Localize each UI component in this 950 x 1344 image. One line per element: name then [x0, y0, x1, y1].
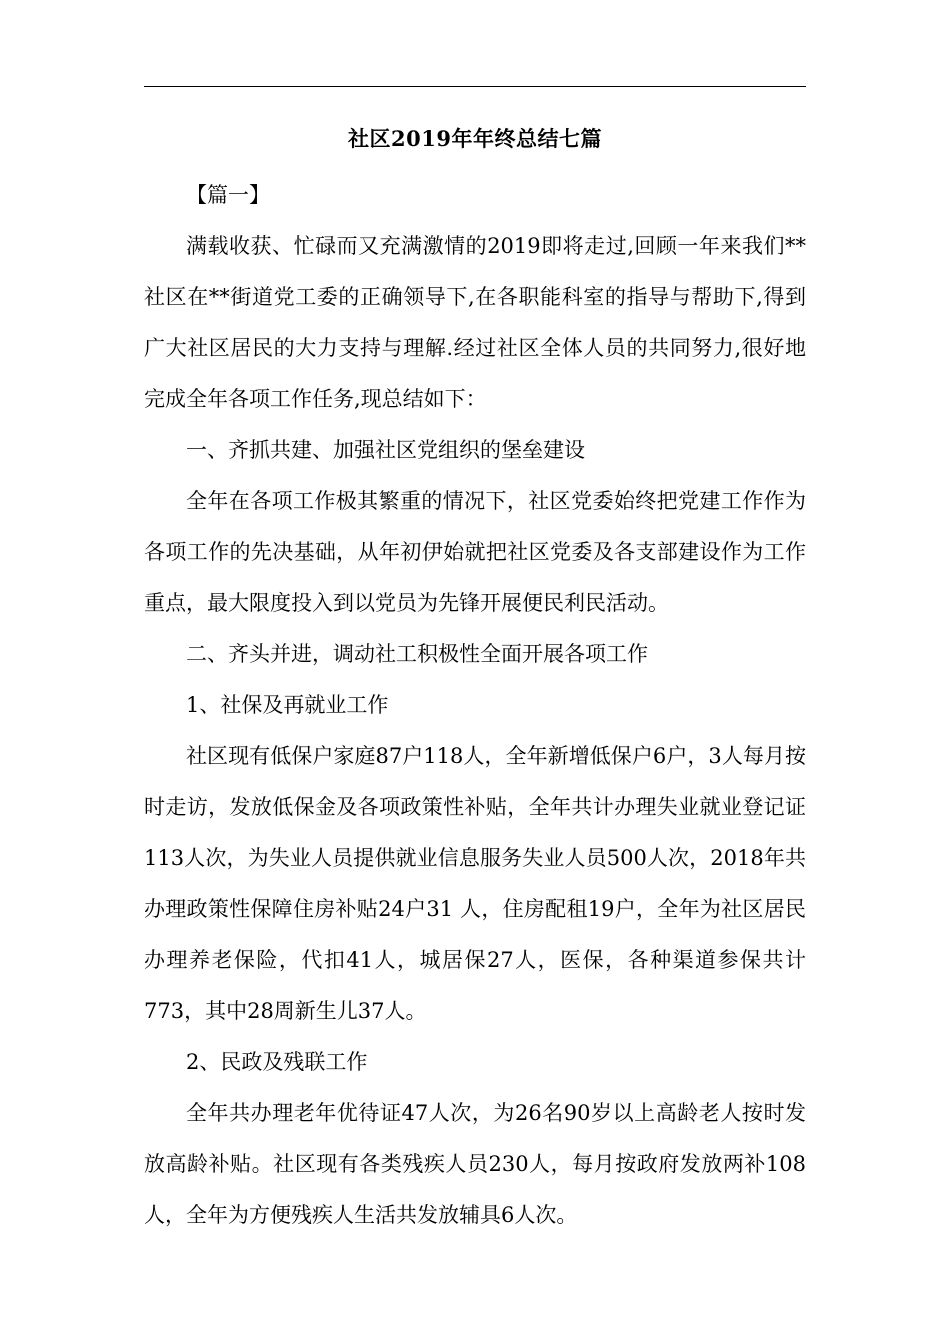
document-body — [144, 170, 806, 1241]
paragraph-party-building: 全年在各项工作极其繁重的情况下，社区党委始终把党建工作作为各项工作的先决基础，从年初伊始就把社区党委及各支部建设作为工作重点，最大限度投入到以党员为先锋开展便民利民活动。 — [144, 489, 806, 615]
paragraph-social-security: 社区现有低保户家庭87户118人，全年新增低保户6户，3人每月按时走访，发放低保金及各项政策性补贴，全年共计办理失业就业登记证113人次，为失业人员提供就业信息服务失业人员500人次，2018年共办理政策性保障住房补贴24户31 人，住房配租19户，全年为社区居民办理养老保险，代扣41人，城居保27人，医保，各种渠道参保共计773，其中28周新生儿37人。 — [144, 744, 806, 1023]
heading-all-work: 二、齐头并进，调动社工积极性全面开展各项工作 — [186, 642, 648, 666]
section-tag: 【篇一】 — [186, 183, 270, 207]
subheading-social-security: 1、社保及再就业工作 — [186, 693, 389, 717]
heading-party-building: 一、齐抓共建、加强社区党组织的堡垒建设 — [186, 438, 585, 462]
document-title: 社区2019年年终总结七篇 — [348, 126, 602, 151]
header-rule — [144, 86, 806, 87]
subheading-civil-affairs: 2、民政及残联工作 — [186, 1050, 368, 1074]
paragraph-intro: 满载收获、忙碌而又充满激情的2019即将走过,回顾一年来我们**社区在**街道党工委的正确领导下,在各职能科室的指导与帮助下,得到广大社区居民的大力支持与理解.经过社区全体人员的共同努力,很好地完成全年各项工作任务,现总结如下： — [144, 234, 806, 411]
paragraph-civil-affairs: 全年共办理老年优待证47人次，为26名90岁以上高龄老人按时发放高龄补贴。社区现有各类残疾人员230人，每月按政府发放两补108人，全年为方便残疾人生活共发放辅具6人次。 — [144, 1101, 806, 1227]
